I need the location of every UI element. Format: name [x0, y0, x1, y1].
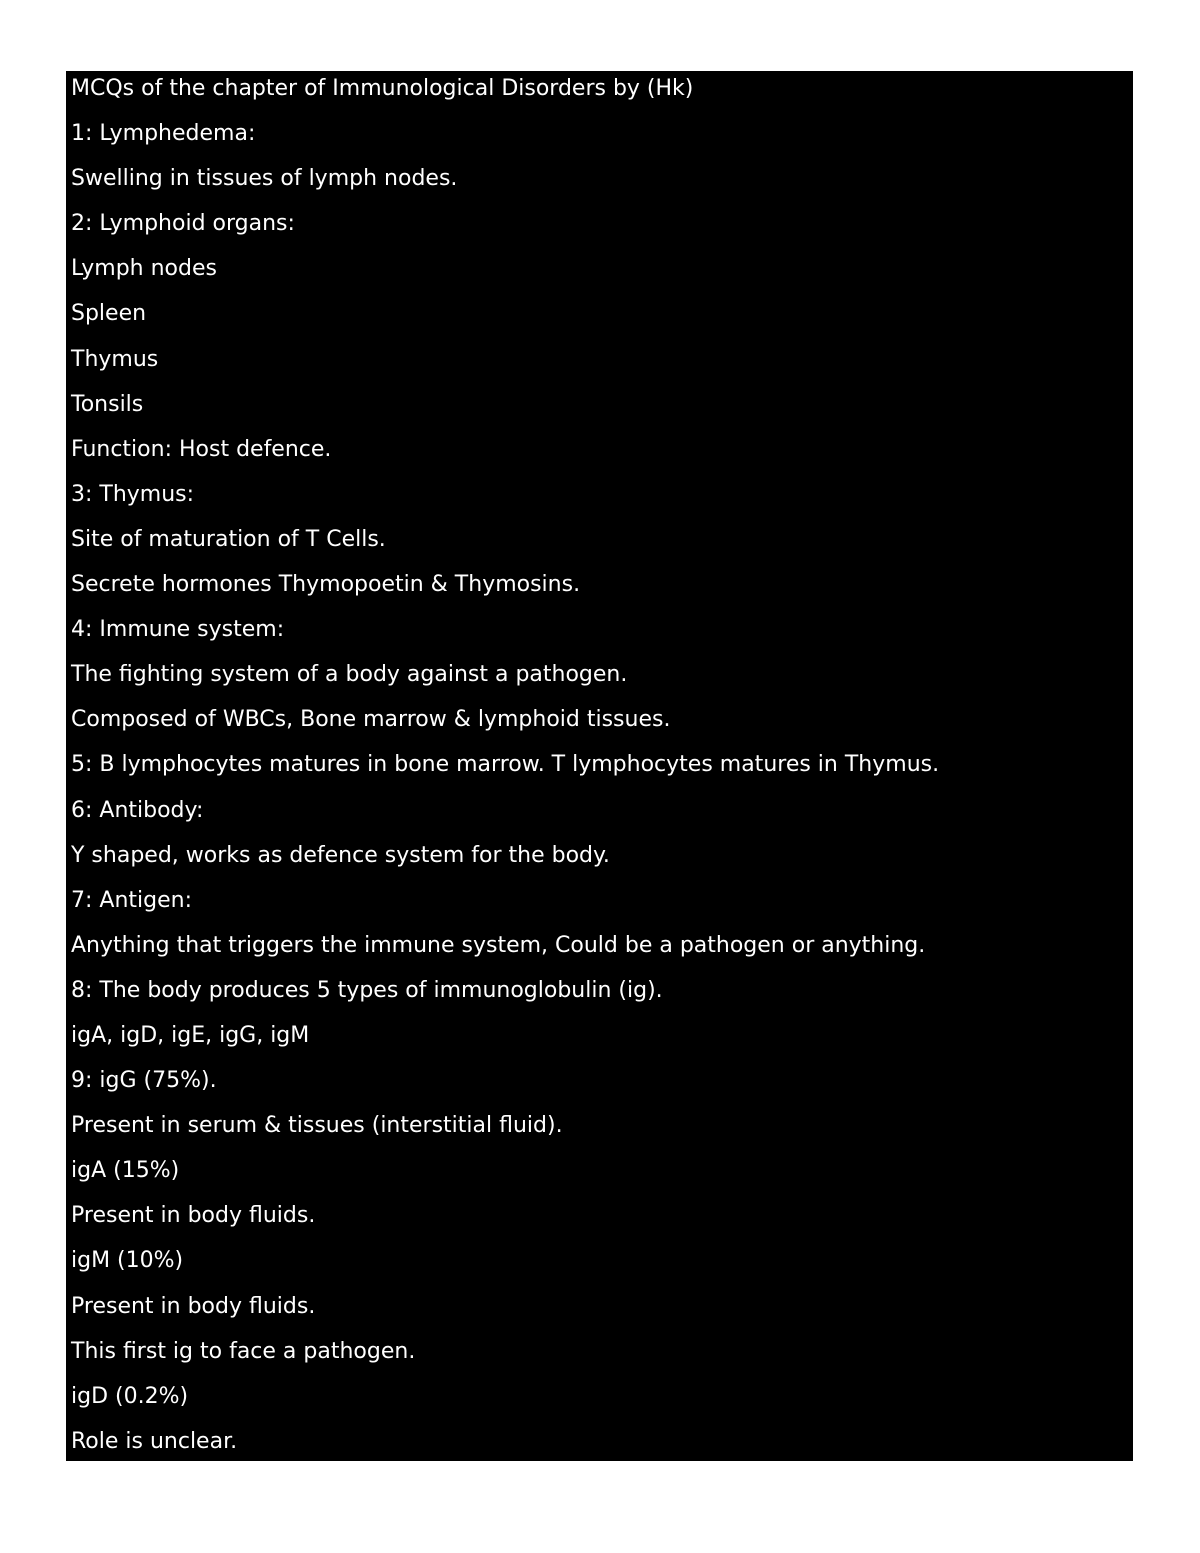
document-line: Role is unclear.: [71, 1428, 238, 1454]
document-line: 2: Lymphoid organs:: [71, 211, 295, 237]
document-line: Site of maturation of T Cells.: [71, 526, 386, 552]
document-line: igA, igD, igE, igG, igM: [71, 1022, 310, 1048]
document-text-block: [66, 71, 1133, 1461]
document-line: Anything that triggers the immune system, Could be a pathogen or anything.: [71, 932, 926, 958]
document-line: Tonsils: [71, 391, 144, 417]
document-line: 5: B lymphocytes matures in bone marrow. T lymphocytes matures in Thymus.: [71, 752, 940, 778]
document-line: This first ig to face a pathogen.: [71, 1338, 416, 1364]
document-line: Thymus: [71, 346, 159, 372]
document-line: Present in body fluids.: [71, 1293, 316, 1319]
document-line: 7: Antigen:: [71, 887, 192, 913]
document-line: The fighting system of a body against a pathogen.: [71, 662, 628, 688]
document-line: Lymph nodes: [71, 256, 217, 282]
document-line: 1: Lymphedema:: [71, 121, 256, 147]
document-line: Composed of WBCs, Bone marrow & lymphoid tissues.: [71, 707, 671, 733]
document-line: Spleen: [71, 301, 147, 327]
document-line: 3: Thymus:: [71, 481, 195, 507]
document-line: 4: Immune system:: [71, 617, 285, 643]
document-title: MCQs of the chapter of Immunological Disorders by (Hk): [71, 76, 694, 101]
document-line: igD (0.2%): [71, 1383, 189, 1409]
document-line: igM (10%): [71, 1248, 184, 1274]
document-line: igA (15%): [71, 1158, 180, 1184]
document-line: Present in serum & tissues (interstitial fluid).: [71, 1113, 563, 1139]
document-line: 6: Antibody:: [71, 797, 204, 823]
document-line: Secrete hormones Thymopoetin & Thymosins.: [71, 572, 581, 598]
document-line: 9: igG (75%).: [71, 1068, 217, 1094]
document-line: Function: Host defence.: [71, 436, 332, 462]
document-line: 8: The body produces 5 types of immunoglobulin (ig).: [71, 977, 663, 1003]
document-line: Swelling in tissues of lymph nodes.: [71, 166, 458, 192]
document-line: Present in body fluids.: [71, 1203, 316, 1229]
document-line: Y shaped, works as defence system for the body.: [71, 842, 610, 868]
